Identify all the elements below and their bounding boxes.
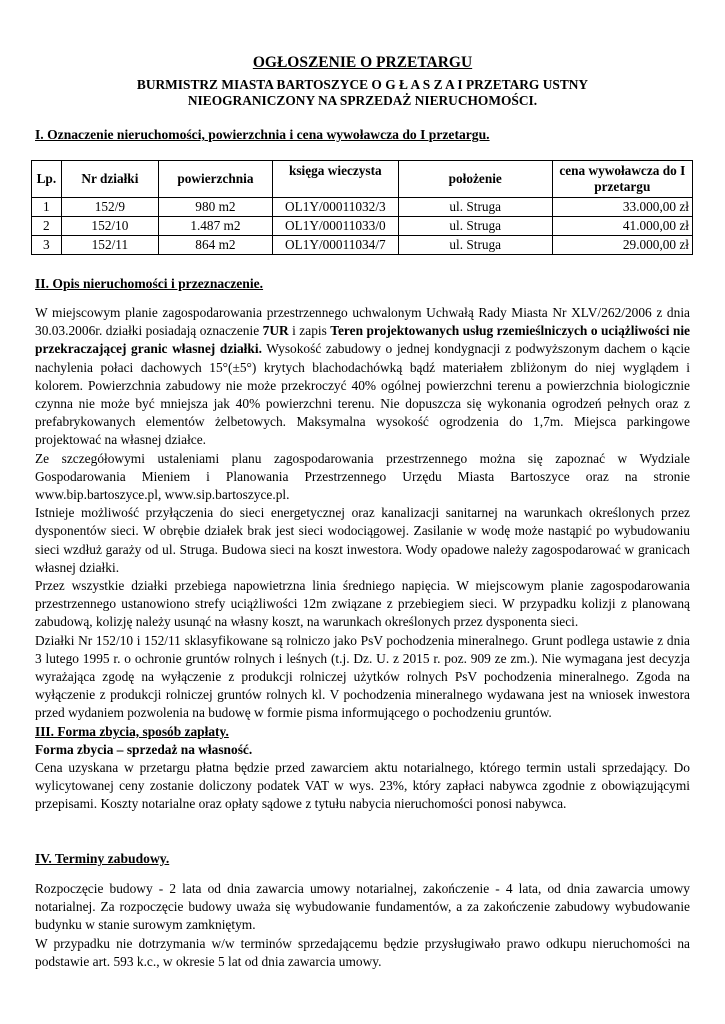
section-2-body: [35, 304, 690, 814]
section-3-heading: III. Forma zbycia, sposób zapłaty.: [35, 723, 229, 739]
table-cell: 980 m2: [159, 198, 273, 217]
table-cell: OL1Y/00011033/0: [272, 217, 398, 236]
table-cell: 1: [32, 198, 62, 217]
section-2-heading: II. Opis nieruchomości i przeznaczenie.: [35, 276, 264, 291]
table-row: [32, 198, 693, 217]
text-run: i zapis: [288, 323, 331, 339]
table-header-row: [32, 161, 693, 198]
section-1-heading: I. Oznaczenie nieruchomości, powierzchnia i cena wywoławcza do I przetargu.: [35, 127, 490, 142]
section-4-body: [35, 880, 690, 971]
table-cell: 152/11: [61, 236, 158, 255]
paragraph: Przez wszystkie działki przebiega napowietrzna linia średniego napięcia. W miejscowym planie zagospodarowania przestrzennego ustanowiono strefy uciążliwości 12m związane z przebiegiem sieci. W przypadku kolizji z planowaną zabudową, kolizję należy usunąć na własny koszt, na warunkach określonych przez dysponenta sieci.: [35, 578, 690, 630]
document-title: OGŁOSZENIE O PRZETARGU: [252, 54, 473, 71]
table-cell: 2: [32, 217, 62, 236]
zoning-code: 7UR: [262, 323, 289, 339]
subtitle-line-2: NIEOGRANICZONY NA SPRZEDAŻ NIERUCHOMOŚCI.: [187, 93, 538, 108]
column-header: Nr działki: [61, 161, 158, 198]
section-4-heading: IV. Terminy zabudowy.: [35, 851, 170, 866]
table-cell: 41.000,00 zł: [552, 217, 692, 236]
table-cell: 152/9: [61, 198, 158, 217]
paragraph: Działki Nr 152/10 i 152/11 sklasyfikowane są rolniczo jako PsV pochodzenia mineralnego. Grunt podlega ustawie z dnia 3 lutego 1995 r. o ochronie gruntów rolnych i leśnych (t.j. Dz. U. z 2015 r. poz. 909 ze zm.). Nie wymagana jest decyzja wyrażająca zgodę na wyłączenie z produkcji rolniczej użytków rolnych PsV pochodzenia mineralnego. Zgoda na wyłączenie z produkcji rolniczej gruntów rolnych kl. V pochodzenia mineralnego wydawana jest na wniosek inwestora przed wydaniem pozwolenia na budowę w formie pisma informującego o pochodzeniu gruntów.: [35, 632, 690, 721]
table-cell: OL1Y/00011032/3: [272, 198, 398, 217]
table-cell: OL1Y/00011034/7: [272, 236, 398, 255]
paragraph: Rozpoczęcie budowy - 2 lata od dnia zawarcia umowy notarialnej, zakończenie - 4 lata, od dnia zawarcia umowy notarialnej. Za rozpoczęcie budowy uważa się wybudowanie fundamentów, a za zakończenie zabudowy wybudowanie budynku w stanie surowym zamkniętym.: [35, 881, 690, 933]
zoning-description: Teren projektowanych usług rzemieślniczych o uciążliwości nie przekraczającej granic własnej działki.: [35, 323, 690, 357]
column-header: powierzchnia: [159, 161, 273, 198]
table-cell: 152/10: [61, 217, 158, 236]
table-cell: 1.487 m2: [159, 217, 273, 236]
paragraph: Cena uzyskana w przetargu płatna będzie przed zawarciem aktu notarialnego, którego termin ustali sprzedający. Do wylicytowanej ceny zostanie doliczony podatek VAT w wys. 23%, który zapłaci nabywca zgodnie z obowiązującymi przepisami. Koszty notarialne oraz opłaty sądowe z tytułu nabycia nieruchomości ponosi nabywca.: [35, 760, 690, 812]
table-cell: 3: [32, 236, 62, 255]
paragraph: W przypadku nie dotrzymania w/w terminów sprzedającemu będzie przysługiwało prawo odkupu nieruchomości na podstawie art. 593 k.c., w okresie 5 lat od dnia zawarcia umowy.: [35, 935, 690, 969]
column-header: położenie: [398, 161, 552, 198]
paragraph: [35, 304, 690, 450]
table-row: [32, 236, 693, 255]
paragraph: Ze szczegółowymi ustaleniami planu zagospodarowania przestrzennego można się zapoznać w Wydziale Gospodarowania Mieniem i Planowania Przestrzennego Urzędu Miasta Bartoszyce oraz na stronie www.bip.bartoszyce.pl, www.sip.bartoszyce.pl.: [35, 450, 690, 503]
paragraph: Istnieje możliwość przyłączenia do sieci energetycznej oraz kanalizacji sanitarnej na warunkach określonych przez dysponentów sieci. W obrębie działek brak jest sieci wodociągowej. Zasilanie w wodę może nastąpić po wybudowaniu sieci wzdłuż garaży od ul. Struga. Budowa sieci na koszt inwestora. Wody opadowe należy zagospodarować w granicach własnej działki.: [35, 505, 690, 575]
document-subtitle: [100, 77, 625, 109]
table-row: [32, 217, 693, 236]
table-cell: 864 m2: [159, 236, 273, 255]
column-header: księga wieczysta: [272, 161, 398, 198]
column-header: Lp.: [32, 161, 62, 198]
table-cell: ul. Struga: [398, 217, 552, 236]
section-3-subheading: Forma zbycia – sprzedaż na własność.: [35, 741, 253, 757]
table-cell: ul. Struga: [398, 236, 552, 255]
text-run: W miejscowym planie zagospodarowania przestrzennego uchwalonym Uchwałą Rady Miasta Nr XLV/262/2006 z dnia 30.03.2006r. działki posiadają oznaczenie: [35, 305, 690, 339]
text-run: Wysokość zabudowy o jednej kondygnacji z podwyższonym dachem o kącie nachylenia połaci dachowych 15°(±5°) krytych blachodachówką bądź materiałem zbliżonym do niej wyglądem i kolorem. Powierzchnia zabudowy nie może przekroczyć 40% ogólnej powierzchni terenu a powierzchnia biologicznie czynna nie może być mniejsza jak 40% powierzchni terenu. Nie dopuszcza się wykonania ogrodzeń pełnych oraz z prefabrykowanych elementów żelbetowych. Maksymalna wysokość ogrodzenia do 1,7m. Miejsca parkingowe projektować na własnej działce.: [35, 341, 690, 448]
subtitle-line-1: BURMISTRZ MIASTA BARTOSZYCE O G Ł A S Z A I PRZETARG USTNY: [136, 77, 589, 92]
lots-table: [31, 160, 693, 255]
table-cell: 33.000,00 zł: [552, 198, 692, 217]
column-header: cena wywoławcza do I przetargu: [552, 161, 692, 198]
table-cell: 29.000,00 zł: [552, 236, 692, 255]
table-cell: ul. Struga: [398, 198, 552, 217]
